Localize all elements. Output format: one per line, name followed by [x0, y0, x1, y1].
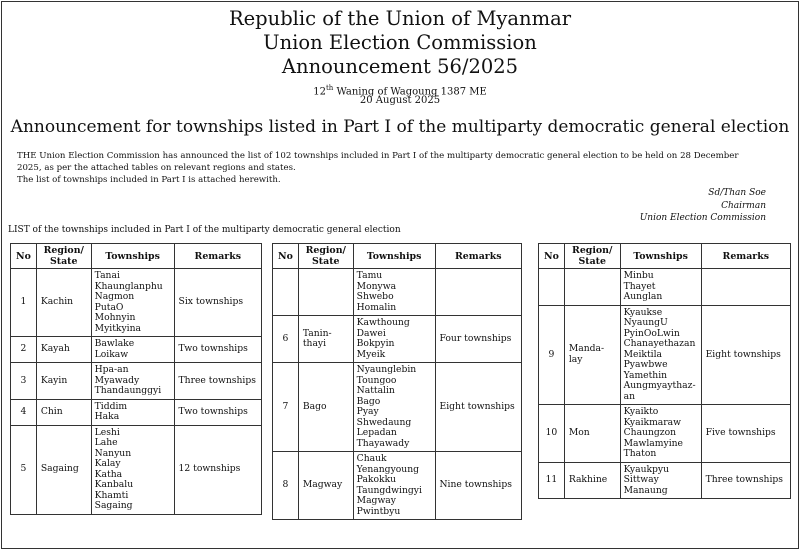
row-townships	[620, 305, 701, 405]
township-name: Katha	[94, 468, 123, 480]
row-remarks: Five townships	[701, 405, 790, 463]
table-row	[539, 405, 791, 463]
date-suffix: th	[325, 84, 334, 92]
row-number: 5	[11, 425, 37, 514]
table-row	[539, 305, 791, 405]
region-line: Chin	[40, 405, 63, 417]
col-region-line1: Region/	[305, 245, 346, 256]
township-name: Meiktila	[623, 348, 663, 360]
row-region	[298, 363, 353, 452]
row-number	[273, 269, 299, 316]
col-remarks-header: Remarks	[701, 244, 790, 269]
row-remarks	[435, 269, 521, 316]
row-number: 2	[11, 337, 37, 363]
township-name: Monywa	[356, 280, 397, 292]
township-name: Kyaukse	[623, 306, 663, 318]
signature-name: Sd/Than Soe	[708, 188, 766, 198]
announcement-title: Announcement for townships listed in Part I of the multiparty democratic general election	[10, 117, 790, 137]
row-townships	[353, 269, 435, 316]
township-name: Mohnyin	[94, 312, 136, 323]
township-name: Nyaunglebin	[356, 364, 417, 375]
table-row	[273, 363, 522, 452]
township-name: Aunglan	[623, 291, 663, 302]
row-region	[564, 305, 620, 405]
row-remarks: Four townships	[435, 316, 521, 363]
col-region-header	[298, 244, 353, 269]
row-remarks: 12 townships	[174, 425, 261, 514]
township-name: Yenangyoung	[356, 463, 420, 475]
col-townships-header: Townships	[353, 244, 435, 269]
row-townships	[353, 316, 435, 363]
township-name: Toungoo	[356, 374, 397, 386]
township-name: Mawlamyine	[623, 437, 683, 449]
row-region	[298, 452, 353, 520]
township-name: Bago	[356, 395, 381, 407]
township-name: Minbu	[623, 270, 654, 281]
region-line: Sagaing	[40, 463, 79, 475]
row-number: 6	[273, 316, 299, 363]
region-line: Kayin	[40, 374, 68, 386]
region-line: Manda-	[568, 343, 605, 355]
col-townships-header: Townships	[91, 244, 174, 269]
township-name: Thayawady	[356, 437, 410, 449]
table-row	[539, 462, 791, 499]
township-name: Homalin	[356, 301, 397, 313]
region-line: Rakhine	[568, 474, 608, 485]
date-day: 12	[313, 86, 326, 98]
region-line: Tanin-	[302, 327, 332, 339]
row-number: 4	[11, 399, 37, 425]
row-number: 8	[273, 452, 299, 520]
row-remarks: Three townships	[701, 462, 790, 499]
col-region-header	[564, 244, 620, 269]
col-no-header: No	[11, 244, 37, 269]
township-name: Kyaikto	[623, 406, 659, 417]
row-townships	[620, 462, 701, 499]
township-name: Taungdwingyi	[356, 484, 422, 496]
townships-table-3	[538, 243, 791, 499]
table-row	[11, 337, 262, 363]
township-name: NyaungU	[623, 317, 668, 328]
row-remarks: Six townships	[174, 269, 261, 337]
township-name: Tiddim	[94, 400, 128, 412]
region-line: Mon	[568, 427, 590, 438]
township-name: Pyawbwe	[623, 359, 668, 370]
col-remarks-header: Remarks	[174, 244, 261, 269]
col-region-line2: State	[578, 256, 606, 267]
township-name: Myawady	[94, 374, 140, 386]
col-region-line1: Region/	[572, 245, 613, 256]
list-title: LIST of the townships included in Part I of the multiparty democratic general election	[8, 225, 401, 235]
row-region	[564, 405, 620, 463]
township-name: Pwintbyu	[356, 505, 401, 517]
announcement-body	[17, 150, 787, 186]
township-name: Dawei	[356, 327, 386, 339]
row-remarks: Eight townships	[701, 305, 790, 405]
row-number: 1	[11, 269, 37, 337]
announcement-number: Announcement 56/2025	[281, 55, 519, 78]
township-name: Pyay	[356, 406, 379, 417]
row-region	[36, 337, 91, 363]
township-name: Chauk	[356, 453, 387, 464]
body-line-3: The list of townships included in Part I is attached herewith.	[17, 175, 281, 185]
col-region-line2: State	[50, 256, 78, 267]
township-name: Kawthoung	[356, 317, 410, 328]
township-name: Myeik	[356, 348, 386, 360]
table-row	[11, 425, 262, 514]
signature-title: Chairman	[721, 200, 766, 211]
township-name: Thayet	[623, 280, 656, 292]
township-name: Sittway	[623, 474, 659, 485]
row-number: 9	[539, 305, 565, 405]
row-remarks: Three townships	[174, 363, 261, 400]
township-name: Lahe	[94, 437, 118, 448]
row-townships	[91, 399, 174, 425]
col-no-header: No	[273, 244, 299, 269]
township-name: Kyaikmaraw	[623, 416, 681, 428]
township-name: Tamu	[356, 270, 383, 281]
country-title: Republic of the Union of Myanmar	[228, 7, 572, 30]
row-remarks: Two townships	[174, 337, 261, 363]
row-region	[36, 269, 91, 337]
region-line: Bago	[302, 400, 327, 412]
col-region-line1: Region/	[43, 245, 84, 256]
township-name: Hpa-an	[94, 364, 129, 375]
region-line: Kayah	[40, 343, 70, 355]
township-name: Shwebo	[356, 291, 394, 302]
col-townships-header: Townships	[620, 244, 701, 269]
col-remarks-header: Remarks	[435, 244, 521, 269]
table-header-row	[11, 244, 262, 269]
row-number: 11	[539, 462, 565, 499]
col-region-header	[36, 244, 91, 269]
township-name: Shwedaung	[356, 416, 412, 428]
col-no-header: No	[539, 244, 565, 269]
townships-table-1	[10, 243, 262, 515]
township-name: Manaung	[623, 484, 668, 496]
table-row	[11, 363, 262, 400]
township-name: PutaO	[94, 301, 124, 313]
col-region-line2: State	[312, 256, 340, 267]
row-remarks	[701, 269, 790, 306]
gregorian-date: 20 August 2025	[359, 95, 441, 106]
body-line-1: THE Union Election Commission has announced the list of 102 townships included in Part I of the multiparty democratic general election to be held on 28 December	[17, 151, 739, 161]
row-number	[539, 269, 565, 306]
row-remarks: Nine townships	[435, 452, 521, 520]
region-line: thayi	[302, 338, 327, 349]
township-name: Khamti	[94, 489, 129, 501]
table-header-row	[273, 244, 522, 269]
township-name: Khaunglanphu	[94, 280, 163, 292]
row-number: 3	[11, 363, 37, 400]
row-townships	[353, 363, 435, 452]
row-region	[298, 269, 353, 316]
township-name: Bawlake	[94, 338, 135, 349]
table-row	[11, 269, 262, 337]
township-name: Chaungzon	[623, 427, 677, 438]
township-name: Bokpyin	[356, 338, 395, 349]
row-region	[298, 316, 353, 363]
township-name: Thandaunggyi	[94, 385, 162, 396]
township-name: Kalay	[94, 458, 121, 469]
township-name: Leshi	[94, 426, 120, 438]
row-townships	[353, 452, 435, 520]
township-name: Nattalin	[356, 385, 395, 396]
township-name: Aungmyaythaz-	[623, 380, 696, 391]
signature-block	[640, 187, 766, 225]
township-name: Nagmon	[94, 291, 135, 302]
row-townships	[620, 405, 701, 463]
township-name: Kyaukpyu	[623, 463, 670, 475]
row-region	[564, 462, 620, 499]
row-region	[564, 269, 620, 306]
township-name: an	[623, 390, 636, 402]
township-name: Loikaw	[94, 348, 129, 360]
region-line: Magway	[302, 479, 343, 491]
row-region	[36, 399, 91, 425]
township-name: Pakokku	[356, 474, 397, 485]
row-number: 7	[273, 363, 299, 452]
townships-table-2	[272, 243, 522, 520]
row-townships	[620, 269, 701, 306]
row-townships	[91, 337, 174, 363]
township-name: Chanayethazan	[623, 338, 696, 349]
township-name: Haka	[94, 411, 120, 422]
township-name: Kanbalu	[94, 479, 134, 490]
township-name: Thaton	[623, 448, 657, 459]
row-remarks: Two townships	[174, 399, 261, 425]
date-rest: Waning of Wagoung 1387 ME	[333, 86, 487, 98]
township-name: Yamethin	[623, 369, 668, 381]
row-region	[36, 425, 91, 514]
table-row	[273, 452, 522, 520]
row-number: 10	[539, 405, 565, 463]
region-line: lay	[568, 353, 583, 365]
township-name: Sagaing	[94, 500, 133, 511]
row-townships	[91, 363, 174, 400]
township-name: Magway	[356, 495, 396, 506]
table-row	[273, 316, 522, 363]
body-line-2: 2025, as per the attached tables on relevant regions and states.	[17, 163, 296, 173]
commission-title: Union Election Commission	[263, 31, 537, 54]
township-name: Nanyun	[94, 447, 132, 459]
row-remarks: Eight townships	[435, 363, 521, 452]
township-name: Lepadan	[356, 427, 397, 438]
table-row	[539, 269, 791, 306]
region-line: Kachin	[40, 296, 74, 308]
row-townships	[91, 269, 174, 337]
table-row	[273, 269, 522, 316]
table-header-row	[539, 244, 791, 269]
signature-org: Union Election Commission	[639, 213, 766, 224]
township-name: Myitkyina	[94, 322, 141, 334]
row-region	[36, 363, 91, 400]
row-townships	[91, 425, 174, 514]
township-name: Tanai	[94, 270, 120, 281]
table-row	[11, 399, 262, 425]
township-name: PyinOoLwin	[623, 327, 680, 339]
